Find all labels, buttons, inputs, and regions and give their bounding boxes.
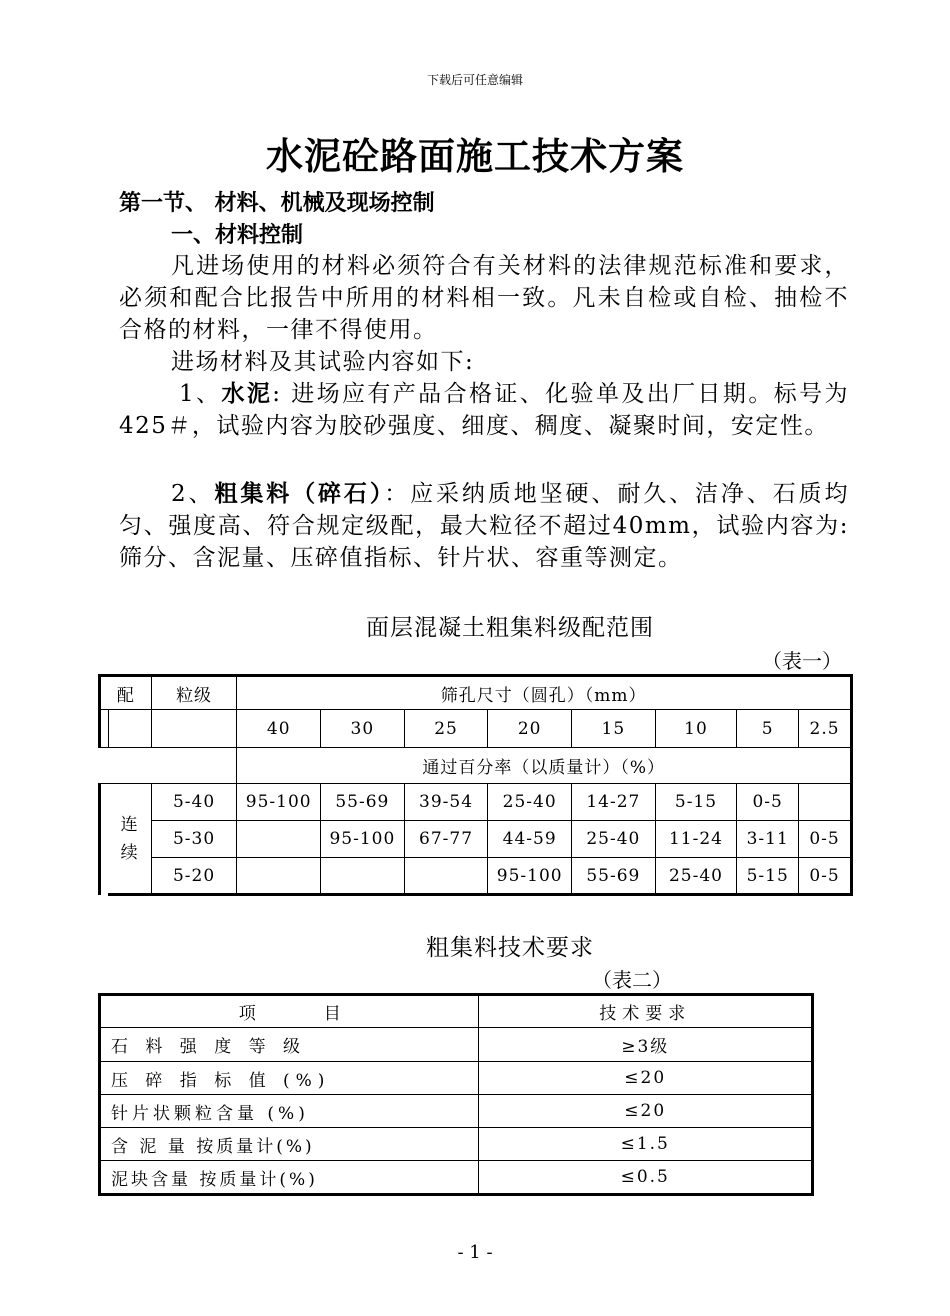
- sieve-size: 20: [488, 710, 572, 748]
- table-cell: 25-40: [655, 858, 737, 895]
- table-cell: 11-24: [655, 821, 737, 858]
- table-row: [100, 858, 852, 895]
- table1-grade: 5-30: [151, 821, 237, 858]
- item-aggregate-prefix: 2、: [171, 481, 215, 507]
- sieve-size: 5: [737, 710, 799, 748]
- table-cell: 25-40: [572, 821, 656, 858]
- table-cell: 25-40: [488, 784, 572, 821]
- sieve-size: 2.5: [799, 710, 852, 748]
- gradation-table: [98, 674, 853, 896]
- table2-item: 含 泥 量 按质量计(%): [100, 1128, 479, 1161]
- table2-head-item: 项 目: [100, 995, 479, 1028]
- item-cement-label: 水泥: [221, 380, 273, 407]
- table1-head-grade: 粒级: [151, 676, 237, 710]
- paragraph-material-rules: 凡进场使用的材料必须符合有关材料的法律规范标准和要求，必须和配合比报告中所用的材料相一致。凡未自检或自检、抽检不合格的材料，一律不得使用。: [119, 253, 849, 343]
- item-cement-prefix: 1、: [179, 381, 222, 407]
- table-cell: 44-59: [488, 821, 572, 858]
- table2-item: 压 碎 指 标 值 (%): [100, 1062, 479, 1095]
- sieve-size: 25: [404, 710, 488, 748]
- table-row: [100, 1161, 813, 1195]
- table-cell: 5-15: [655, 784, 737, 821]
- table2-req: ≤1.5: [479, 1128, 813, 1161]
- sieve-size: 10: [655, 710, 737, 748]
- table1-head-sieve: 筛孔尺寸（圆孔）（mm）: [237, 676, 852, 710]
- table1-grade: 5-40: [151, 784, 237, 821]
- table2-req: ≤20: [479, 1062, 813, 1095]
- table-cell: [237, 858, 321, 895]
- table-cell: [321, 858, 405, 895]
- table-row: [100, 1095, 813, 1128]
- item-cement: [119, 378, 849, 442]
- table1-note: （表一）: [762, 649, 842, 673]
- table-cell: 95-100: [321, 821, 405, 858]
- table-cell: 0-5: [799, 821, 852, 858]
- table-row: [100, 1128, 813, 1161]
- page-number: - 1 -: [457, 1242, 493, 1263]
- document-title: 水泥砼路面施工技术方案: [266, 135, 684, 178]
- table1-sizes-row: [100, 710, 852, 748]
- table-cell: [404, 858, 488, 895]
- table2-item: 泥块含量 按质量计(%): [100, 1161, 479, 1195]
- table1-grade: 5-20: [151, 858, 237, 895]
- table2-req: ≥3级: [479, 1028, 813, 1062]
- table-cell: 3-11: [737, 821, 799, 858]
- table-cell: [237, 821, 321, 858]
- item-aggregate-label: 粗集料（碎石）: [214, 480, 385, 507]
- table1-header-row: [100, 676, 852, 710]
- table-row: [100, 1028, 813, 1062]
- table2-head-req: 技术要求: [479, 995, 813, 1028]
- section-heading: 第一节、 材料、机械及现场控制: [119, 191, 435, 216]
- table1-group-label: 连续: [108, 784, 151, 895]
- table-cell: 0-5: [737, 784, 799, 821]
- item-aggregate-text: ：应采纳质地坚硬、耐久、洁净、石质均匀、强度高、符合规定级配，最大粒径不超过40mm，试验内容为: 筛分、含泥量、压碎值指标、针片状、容重等测定。: [119, 481, 850, 571]
- table-cell: 5-15: [737, 858, 799, 895]
- aggregate-requirements-table: [98, 993, 814, 1196]
- table1-pass-row: [100, 748, 852, 784]
- table-cell: 67-77: [404, 821, 488, 858]
- sieve-size: 40: [237, 710, 321, 748]
- header-note: 下载后可任意编辑: [426, 73, 523, 87]
- table2-req: ≤0.5: [479, 1161, 813, 1195]
- table-cell: 95-100: [237, 784, 321, 821]
- table2-header-row: [100, 995, 813, 1028]
- item-coarse-aggregate: [119, 478, 849, 574]
- table-row: [100, 784, 852, 821]
- table2-item: 石 料 强 度 等 级: [100, 1028, 479, 1062]
- table-cell: 14-27: [572, 784, 656, 821]
- subsection-heading: 一、材料控制: [171, 223, 304, 248]
- table-row: [100, 821, 852, 858]
- table-row: [100, 1062, 813, 1095]
- paragraph-intro: 进场材料及其试验内容如下:: [171, 349, 475, 375]
- table-cell: [799, 784, 852, 821]
- sieve-size: 15: [572, 710, 656, 748]
- table2-caption: 粗集料技术要求: [426, 935, 594, 961]
- item-cement-text: : 进场应有产品合格证、化验单及出厂日期。标号为 425＃，试验内容为胶砂强度、细度、稠度、凝聚时间，安定性。: [119, 381, 850, 439]
- table-cell: 95-100: [488, 858, 572, 895]
- table-cell: 0-5: [799, 858, 852, 895]
- table1-pass-label: 通过百分率（以质量计）（%）: [237, 748, 852, 784]
- table-cell: 55-69: [572, 858, 656, 895]
- table2-item: 针片状颗粒含量 (%): [100, 1095, 479, 1128]
- sieve-size: 30: [321, 710, 405, 748]
- table-cell: 39-54: [404, 784, 488, 821]
- table1-caption: 面层混凝土粗集料级配范围: [366, 615, 654, 641]
- table2-req: ≤20: [479, 1095, 813, 1128]
- table-cell: 55-69: [321, 784, 405, 821]
- table1-head-col1: 配: [100, 676, 152, 710]
- table2-note: （表二）: [592, 968, 672, 992]
